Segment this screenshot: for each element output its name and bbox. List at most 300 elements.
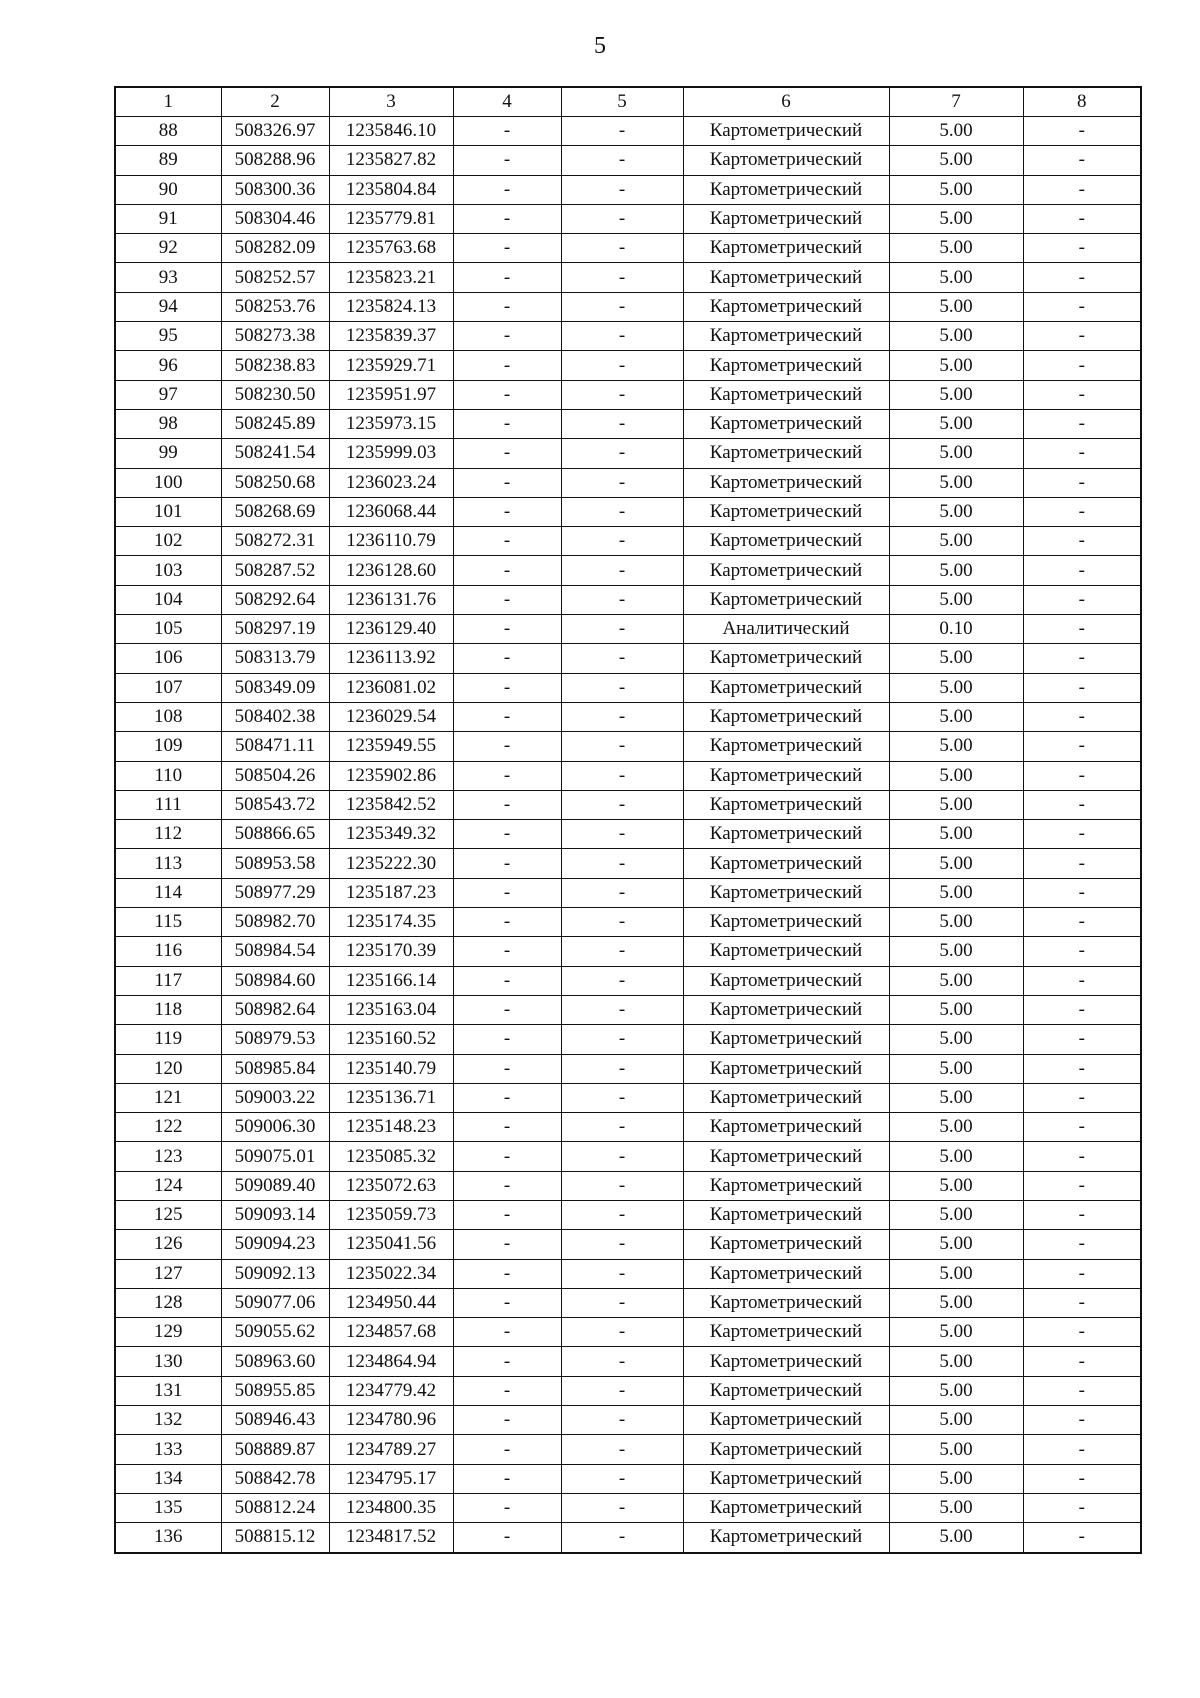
table-cell-col-5: -: [561, 234, 683, 263]
table-cell-col-1: 113: [115, 849, 221, 878]
header-row: [115, 87, 1141, 117]
table-cell-col-6: Картометрический: [683, 263, 889, 292]
table-row: [115, 527, 1141, 556]
table-cell-col-1: 116: [115, 937, 221, 966]
table-row: [115, 1025, 1141, 1054]
table-cell-col-7: 5.00: [889, 234, 1023, 263]
table-cell-col-4: -: [453, 644, 561, 673]
coordinates-table: [114, 86, 1142, 1554]
table-cell-col-4: -: [453, 1113, 561, 1142]
table-row: [115, 995, 1141, 1024]
table-cell-col-3: 1235973.15: [329, 409, 453, 438]
table-cell-col-6: Картометрический: [683, 556, 889, 585]
table-row: [115, 908, 1141, 937]
table-cell-col-6: Картометрический: [683, 1083, 889, 1112]
table-cell-col-3: 1235823.21: [329, 263, 453, 292]
table-cell-col-3: 1236029.54: [329, 702, 453, 731]
table-cell-col-2: 508985.84: [221, 1054, 329, 1083]
table-cell-col-8: -: [1023, 439, 1141, 468]
table-cell-col-7: 5.00: [889, 644, 1023, 673]
table-cell-col-4: -: [453, 849, 561, 878]
table-cell-col-4: -: [453, 1493, 561, 1522]
table-cell-col-8: -: [1023, 1376, 1141, 1405]
table-cell-col-4: -: [453, 263, 561, 292]
table-cell-col-5: -: [561, 439, 683, 468]
table-cell-col-1: 134: [115, 1464, 221, 1493]
table-cell-col-3: 1235163.04: [329, 995, 453, 1024]
table-cell-col-6: Картометрический: [683, 849, 889, 878]
table-cell-col-7: 5.00: [889, 1376, 1023, 1405]
table-cell-col-4: -: [453, 1259, 561, 1288]
table-cell-col-3: 1236068.44: [329, 497, 453, 526]
table-cell-col-8: -: [1023, 937, 1141, 966]
table-row: [115, 1523, 1141, 1553]
table-row: [115, 234, 1141, 263]
table-cell-col-5: -: [561, 409, 683, 438]
table-cell-col-4: -: [453, 468, 561, 497]
table-row: [115, 1200, 1141, 1229]
table-cell-col-1: 107: [115, 673, 221, 702]
table-cell-col-4: -: [453, 615, 561, 644]
table-cell-col-4: -: [453, 204, 561, 233]
table-cell-col-8: -: [1023, 732, 1141, 761]
table-cell-col-3: 1236131.76: [329, 585, 453, 614]
table-cell-col-5: -: [561, 204, 683, 233]
table-cell-col-3: 1234795.17: [329, 1464, 453, 1493]
table-cell-col-1: 102: [115, 527, 221, 556]
table-row: [115, 292, 1141, 321]
table-cell-col-6: Картометрический: [683, 761, 889, 790]
table-cell-col-6: Картометрический: [683, 966, 889, 995]
table-cell-col-7: 5.00: [889, 908, 1023, 937]
table-cell-col-1: 133: [115, 1435, 221, 1464]
table-cell-col-3: 1235187.23: [329, 878, 453, 907]
table-cell-col-6: Картометрический: [683, 1288, 889, 1317]
table-cell-col-2: 509092.13: [221, 1259, 329, 1288]
table-cell-col-5: -: [561, 1406, 683, 1435]
table-cell-col-5: -: [561, 732, 683, 761]
table-cell-col-1: 124: [115, 1171, 221, 1200]
table-cell-col-8: -: [1023, 1200, 1141, 1229]
table-cell-col-2: 509093.14: [221, 1200, 329, 1229]
table-row: [115, 1259, 1141, 1288]
table-cell-col-2: 508955.85: [221, 1376, 329, 1405]
table-row: [115, 937, 1141, 966]
table-cell-col-2: 508815.12: [221, 1523, 329, 1553]
table-cell-col-2: 508268.69: [221, 497, 329, 526]
table-cell-col-6: Картометрический: [683, 702, 889, 731]
table-cell-col-8: -: [1023, 556, 1141, 585]
table-cell-col-8: -: [1023, 644, 1141, 673]
table-cell-col-6: Картометрический: [683, 468, 889, 497]
table-row: [115, 351, 1141, 380]
table-cell-col-8: -: [1023, 380, 1141, 409]
table-cell-col-5: -: [561, 292, 683, 321]
table-cell-col-6: Картометрический: [683, 146, 889, 175]
table-cell-col-8: -: [1023, 673, 1141, 702]
table-cell-col-6: Картометрический: [683, 1464, 889, 1493]
table-cell-col-3: 1235999.03: [329, 439, 453, 468]
table-cell-col-8: -: [1023, 409, 1141, 438]
table-cell-col-1: 127: [115, 1259, 221, 1288]
table-cell-col-3: 1236129.40: [329, 615, 453, 644]
table-cell-col-3: 1235222.30: [329, 849, 453, 878]
table-cell-col-6: Картометрический: [683, 585, 889, 614]
table-cell-col-3: 1235951.97: [329, 380, 453, 409]
table-cell-col-5: -: [561, 1142, 683, 1171]
table-cell-col-8: -: [1023, 204, 1141, 233]
table-cell-col-1: 91: [115, 204, 221, 233]
table-cell-col-7: 5.00: [889, 117, 1023, 146]
table-cell-col-3: 1235170.39: [329, 937, 453, 966]
table-cell-col-1: 132: [115, 1406, 221, 1435]
table-cell-col-8: -: [1023, 849, 1141, 878]
table-cell-col-2: 508250.68: [221, 468, 329, 497]
table-cell-col-7: 5.00: [889, 732, 1023, 761]
table-cell-col-5: -: [561, 878, 683, 907]
table-cell-col-7: 5.00: [889, 409, 1023, 438]
table-cell-col-6: Картометрический: [683, 439, 889, 468]
table-cell-col-3: 1234857.68: [329, 1318, 453, 1347]
table-cell-col-4: -: [453, 1464, 561, 1493]
table-cell-col-1: 108: [115, 702, 221, 731]
table-cell-col-5: -: [561, 937, 683, 966]
table-cell-col-5: -: [561, 1230, 683, 1259]
table-cell-col-6: Картометрический: [683, 878, 889, 907]
table-cell-col-6: Картометрический: [683, 644, 889, 673]
table-cell-col-3: 1234789.27: [329, 1435, 453, 1464]
table-cell-col-3: 1234864.94: [329, 1347, 453, 1376]
table-row: [115, 1288, 1141, 1317]
table-cell-col-1: 106: [115, 644, 221, 673]
table-cell-col-4: -: [453, 937, 561, 966]
table-cell-col-8: -: [1023, 790, 1141, 819]
table-cell-col-7: 5.00: [889, 263, 1023, 292]
table-cell-col-2: 508252.57: [221, 263, 329, 292]
table-cell-col-6: Картометрический: [683, 1171, 889, 1200]
table-row: [115, 497, 1141, 526]
table-cell-col-5: -: [561, 380, 683, 409]
table-cell-col-6: Картометрический: [683, 117, 889, 146]
table-cell-col-2: 508946.43: [221, 1406, 329, 1435]
table-cell-col-2: 508230.50: [221, 380, 329, 409]
table-cell-col-5: -: [561, 1171, 683, 1200]
table-cell-col-7: 5.00: [889, 1083, 1023, 1112]
table-cell-col-7: 5.00: [889, 1435, 1023, 1464]
table-cell-col-7: 5.00: [889, 1171, 1023, 1200]
table-cell-col-6: Картометрический: [683, 1230, 889, 1259]
table-cell-col-7: 5.00: [889, 937, 1023, 966]
table-cell-col-1: 131: [115, 1376, 221, 1405]
table-cell-col-8: -: [1023, 820, 1141, 849]
table-cell-col-1: 97: [115, 380, 221, 409]
table-cell-col-6: Картометрический: [683, 527, 889, 556]
table-cell-col-5: -: [561, 644, 683, 673]
table-cell-col-7: 5.00: [889, 1523, 1023, 1553]
table-cell-col-5: -: [561, 1025, 683, 1054]
table-row: [115, 878, 1141, 907]
table-row: [115, 966, 1141, 995]
table-cell-col-2: 508272.31: [221, 527, 329, 556]
table-cell-col-3: 1235824.13: [329, 292, 453, 321]
table-cell-col-3: 1235022.34: [329, 1259, 453, 1288]
table-cell-col-8: -: [1023, 995, 1141, 1024]
table-cell-col-4: -: [453, 878, 561, 907]
table-cell-col-5: -: [561, 1113, 683, 1142]
table-cell-col-8: -: [1023, 1142, 1141, 1171]
table-row: [115, 1171, 1141, 1200]
table-cell-col-7: 5.00: [889, 1464, 1023, 1493]
table-cell-col-5: -: [561, 175, 683, 204]
table-cell-col-7: 5.00: [889, 556, 1023, 585]
table-cell-col-8: -: [1023, 322, 1141, 351]
table-cell-col-6: Картометрический: [683, 1054, 889, 1083]
table-cell-col-8: -: [1023, 1113, 1141, 1142]
table-cell-col-6: Картометрический: [683, 1347, 889, 1376]
table-cell-col-7: 5.00: [889, 1113, 1023, 1142]
table-row: [115, 1054, 1141, 1083]
table-cell-col-3: 1234780.96: [329, 1406, 453, 1435]
table-cell-col-5: -: [561, 585, 683, 614]
table-cell-col-6: Картометрический: [683, 204, 889, 233]
table-cell-col-2: 508471.11: [221, 732, 329, 761]
table-cell-col-3: 1235059.73: [329, 1200, 453, 1229]
table-row: [115, 322, 1141, 351]
table-cell-col-7: 5.00: [889, 322, 1023, 351]
table-row: [115, 615, 1141, 644]
table-cell-col-2: 508238.83: [221, 351, 329, 380]
table-cell-col-3: 1236128.60: [329, 556, 453, 585]
table-cell-col-7: 5.00: [889, 497, 1023, 526]
table-cell-col-8: -: [1023, 1523, 1141, 1553]
column-header-2: 2: [221, 87, 329, 117]
table-cell-col-7: 5.00: [889, 351, 1023, 380]
table-cell-col-4: -: [453, 1318, 561, 1347]
table-cell-col-1: 104: [115, 585, 221, 614]
table-cell-col-6: Картометрический: [683, 995, 889, 1024]
table-cell-col-2: 508245.89: [221, 409, 329, 438]
table-cell-col-4: -: [453, 380, 561, 409]
table-cell-col-2: 509006.30: [221, 1113, 329, 1142]
column-header-5: 5: [561, 87, 683, 117]
table-cell-col-7: 5.00: [889, 146, 1023, 175]
table-cell-col-1: 125: [115, 1200, 221, 1229]
table-cell-col-7: 5.00: [889, 820, 1023, 849]
table-cell-col-2: 508313.79: [221, 644, 329, 673]
table-cell-col-4: -: [453, 556, 561, 585]
table-cell-col-5: -: [561, 117, 683, 146]
table-cell-col-1: 98: [115, 409, 221, 438]
table-cell-col-8: -: [1023, 234, 1141, 263]
table-cell-col-6: Картометрический: [683, 673, 889, 702]
table-cell-col-5: -: [561, 1259, 683, 1288]
table-cell-col-8: -: [1023, 146, 1141, 175]
table-cell-col-8: -: [1023, 292, 1141, 321]
table-cell-col-4: -: [453, 1347, 561, 1376]
table-cell-col-2: 508543.72: [221, 790, 329, 819]
table-row: [115, 673, 1141, 702]
table-row: [115, 1493, 1141, 1522]
table-cell-col-4: -: [453, 908, 561, 937]
table-cell-col-2: 508812.24: [221, 1493, 329, 1522]
table-cell-col-4: -: [453, 234, 561, 263]
table-row: [115, 146, 1141, 175]
table-cell-col-3: 1235827.82: [329, 146, 453, 175]
table-cell-col-8: -: [1023, 878, 1141, 907]
table-cell-col-2: 509003.22: [221, 1083, 329, 1112]
table-cell-col-4: -: [453, 1054, 561, 1083]
table-cell-col-2: 509055.62: [221, 1318, 329, 1347]
table-cell-col-1: 105: [115, 615, 221, 644]
table-cell-col-7: 5.00: [889, 204, 1023, 233]
table-cell-col-1: 95: [115, 322, 221, 351]
table-cell-col-1: 94: [115, 292, 221, 321]
table-cell-col-6: Картометрический: [683, 380, 889, 409]
table-cell-col-1: 110: [115, 761, 221, 790]
table-row: [115, 1142, 1141, 1171]
table-cell-col-1: 89: [115, 146, 221, 175]
table-row: [115, 409, 1141, 438]
table-cell-col-2: 508984.54: [221, 937, 329, 966]
table-cell-col-3: 1235846.10: [329, 117, 453, 146]
table-cell-col-7: 5.00: [889, 527, 1023, 556]
table-row: [115, 702, 1141, 731]
table-cell-col-7: 5.00: [889, 468, 1023, 497]
table-cell-col-4: -: [453, 820, 561, 849]
table-cell-col-3: 1235902.86: [329, 761, 453, 790]
table-row: [115, 1464, 1141, 1493]
table-row: [115, 1318, 1141, 1347]
table-cell-col-7: 5.00: [889, 761, 1023, 790]
table-cell-col-2: 508288.96: [221, 146, 329, 175]
table-row: [115, 790, 1141, 819]
table-cell-col-8: -: [1023, 615, 1141, 644]
table-cell-col-5: -: [561, 146, 683, 175]
table-cell-col-5: -: [561, 673, 683, 702]
table-cell-col-5: -: [561, 849, 683, 878]
table-cell-col-7: 5.00: [889, 702, 1023, 731]
table-cell-col-7: 5.00: [889, 175, 1023, 204]
table-cell-col-1: 122: [115, 1113, 221, 1142]
table-cell-col-2: 509077.06: [221, 1288, 329, 1317]
table-cell-col-1: 101: [115, 497, 221, 526]
table-cell-col-4: -: [453, 175, 561, 204]
table-cell-col-3: 1234817.52: [329, 1523, 453, 1553]
table-cell-col-2: 508963.60: [221, 1347, 329, 1376]
column-header-3: 3: [329, 87, 453, 117]
table-cell-col-6: Картометрический: [683, 1113, 889, 1142]
table-cell-col-6: Аналитический: [683, 615, 889, 644]
table-cell-col-3: 1236081.02: [329, 673, 453, 702]
table-cell-col-4: -: [453, 1288, 561, 1317]
table-row: [115, 761, 1141, 790]
table-cell-col-4: -: [453, 1376, 561, 1405]
table-cell-col-4: -: [453, 351, 561, 380]
table-cell-col-4: -: [453, 1025, 561, 1054]
table-cell-col-1: 117: [115, 966, 221, 995]
table-cell-col-2: 508297.19: [221, 615, 329, 644]
table-cell-col-4: -: [453, 1171, 561, 1200]
table-cell-col-8: -: [1023, 263, 1141, 292]
table-cell-col-3: 1235140.79: [329, 1054, 453, 1083]
table-cell-col-1: 114: [115, 878, 221, 907]
table-cell-col-3: 1235160.52: [329, 1025, 453, 1054]
table-cell-col-5: -: [561, 1464, 683, 1493]
table-cell-col-1: 135: [115, 1493, 221, 1522]
table-cell-col-3: 1235136.71: [329, 1083, 453, 1112]
table-cell-col-2: 508292.64: [221, 585, 329, 614]
table-cell-col-7: 5.00: [889, 966, 1023, 995]
table-cell-col-1: 92: [115, 234, 221, 263]
table-cell-col-5: -: [561, 1200, 683, 1229]
table-row: [115, 468, 1141, 497]
table-cell-col-8: -: [1023, 761, 1141, 790]
table-cell-col-4: -: [453, 702, 561, 731]
table-cell-col-8: -: [1023, 497, 1141, 526]
table-cell-col-2: 509089.40: [221, 1171, 329, 1200]
table-cell-col-8: -: [1023, 351, 1141, 380]
table-cell-col-1: 136: [115, 1523, 221, 1553]
table-cell-col-4: -: [453, 732, 561, 761]
table-cell-col-6: Картометрический: [683, 732, 889, 761]
table-cell-col-8: -: [1023, 1406, 1141, 1435]
table-cell-col-7: 5.00: [889, 1259, 1023, 1288]
table-cell-col-4: -: [453, 673, 561, 702]
table-cell-col-8: -: [1023, 1288, 1141, 1317]
table-cell-col-5: -: [561, 1288, 683, 1317]
table-cell-col-3: 1235349.32: [329, 820, 453, 849]
table-cell-col-5: -: [561, 1435, 683, 1464]
column-header-8: 8: [1023, 87, 1141, 117]
table-cell-col-4: -: [453, 117, 561, 146]
table-cell-col-3: 1234779.42: [329, 1376, 453, 1405]
table-cell-col-1: 93: [115, 263, 221, 292]
table-cell-col-3: 1235949.55: [329, 732, 453, 761]
table-cell-col-5: -: [561, 790, 683, 819]
table-cell-col-2: 508273.38: [221, 322, 329, 351]
table-cell-col-6: Картометрический: [683, 322, 889, 351]
table-cell-col-6: Картометрический: [683, 1259, 889, 1288]
table-row: [115, 849, 1141, 878]
table-cell-col-5: -: [561, 468, 683, 497]
table-row: [115, 380, 1141, 409]
table-row: [115, 204, 1141, 233]
table-cell-col-2: 508982.70: [221, 908, 329, 937]
table-cell-col-3: 1235072.63: [329, 1171, 453, 1200]
table-cell-col-3: 1236023.24: [329, 468, 453, 497]
table-cell-col-1: 119: [115, 1025, 221, 1054]
table-cell-col-6: Картометрический: [683, 1025, 889, 1054]
table-cell-col-8: -: [1023, 908, 1141, 937]
table-cell-col-3: 1235166.14: [329, 966, 453, 995]
table-cell-col-1: 90: [115, 175, 221, 204]
table-cell-col-2: 509075.01: [221, 1142, 329, 1171]
table-row: [115, 117, 1141, 146]
column-header-7: 7: [889, 87, 1023, 117]
table-cell-col-5: -: [561, 820, 683, 849]
table-cell-col-5: -: [561, 322, 683, 351]
page-number: 5: [594, 33, 606, 59]
table-cell-col-7: 5.00: [889, 790, 1023, 819]
table-cell-col-8: -: [1023, 702, 1141, 731]
table-cell-col-4: -: [453, 1435, 561, 1464]
table-cell-col-7: 5.00: [889, 1347, 1023, 1376]
table-cell-col-3: 1235041.56: [329, 1230, 453, 1259]
table-cell-col-5: -: [561, 1347, 683, 1376]
table-cell-col-7: 0.10: [889, 615, 1023, 644]
table-cell-col-2: 508349.09: [221, 673, 329, 702]
table-cell-col-3: 1235763.68: [329, 234, 453, 263]
